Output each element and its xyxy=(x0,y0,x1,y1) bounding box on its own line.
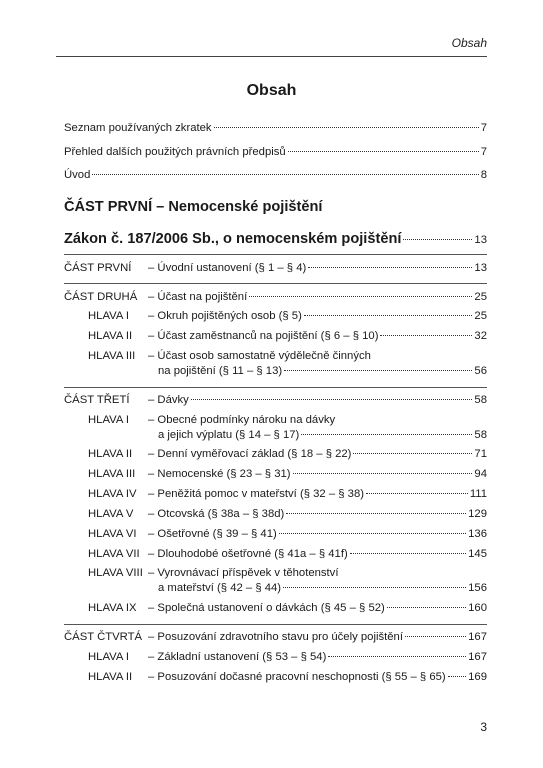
chapter-title: – Okruh pojištěných osob (§ 5) xyxy=(148,310,302,322)
dot-leader xyxy=(328,656,466,657)
chapter-page: 169 xyxy=(468,671,487,683)
toc-entry-label: Přehled dalších použitých právních předpisů xyxy=(64,146,286,158)
part-title: – Dávky xyxy=(148,394,189,406)
dot-leader xyxy=(304,315,473,316)
dot-leader xyxy=(448,676,466,677)
chapter-label: HLAVA III xyxy=(88,468,136,480)
part-page: 25 xyxy=(474,291,487,303)
toc-chapter-row[interactable] xyxy=(88,650,487,665)
toc-chapter-row[interactable] xyxy=(88,547,487,562)
chapter-title: – Denní vyměřovací základ (§ 18 – § 22) xyxy=(148,448,352,460)
toc-part-row[interactable] xyxy=(64,261,487,276)
toc-chapter-row[interactable] xyxy=(88,507,487,522)
chapter-page: 58 xyxy=(474,429,487,441)
dot-leader xyxy=(283,587,466,588)
law-entry[interactable] xyxy=(64,230,487,248)
chapter-page: 94 xyxy=(474,468,487,480)
toc-chapter-row[interactable] xyxy=(88,527,487,542)
toc-chapter-row[interactable] xyxy=(88,566,487,581)
chapter-title: – Vyrovnávací příspěvek v těhotenství xyxy=(148,567,339,579)
section-rule xyxy=(64,254,487,255)
chapter-title: – Obecné podmínky nároku na dávky xyxy=(148,414,336,426)
toc-chapter-row[interactable] xyxy=(88,467,487,482)
chapter-page: 136 xyxy=(468,528,487,540)
part-label: ČÁST ČTVRTÁ xyxy=(64,631,143,643)
dot-leader xyxy=(191,399,473,400)
dot-leader xyxy=(293,473,473,474)
part-page: 167 xyxy=(468,631,487,643)
toc-chapter-row[interactable] xyxy=(88,670,487,685)
page-number: 3 xyxy=(480,720,487,734)
section-rule xyxy=(64,387,487,388)
law-page: 13 xyxy=(474,234,487,246)
toc-chapter-row[interactable] xyxy=(88,601,487,616)
dot-leader xyxy=(249,296,472,297)
law-title: Zákon č. 187/2006 Sb., o nemocenském pojištění xyxy=(64,231,402,247)
chapter-label: HLAVA V xyxy=(88,508,134,520)
chapter-title-continuation: a mateřství (§ 42 – § 44) xyxy=(158,582,282,594)
chapter-page: 32 xyxy=(474,330,487,342)
part-label: ČÁST TŘETÍ xyxy=(64,394,130,406)
header-rule xyxy=(56,56,487,57)
dot-leader xyxy=(403,239,472,240)
chapter-label: HLAVA VII xyxy=(88,548,140,560)
part-page: 13 xyxy=(474,262,487,274)
chapter-title-continuation: a jejich výplatu (§ 14 – § 17) xyxy=(158,429,300,441)
toc-chapter-continuation[interactable] xyxy=(158,581,487,596)
chapter-title: – Peněžitá pomoc v mateřství (§ 32 – § 38) xyxy=(148,488,365,500)
dot-leader xyxy=(284,370,472,371)
dot-leader xyxy=(366,493,468,494)
chapter-page: 129 xyxy=(468,508,487,520)
chapter-label: HLAVA VI xyxy=(88,528,137,540)
toc-entry-page: 7 xyxy=(480,122,487,134)
chapter-label: HLAVA IV xyxy=(88,488,137,500)
chapter-page: 71 xyxy=(474,448,487,460)
toc-chapter-row[interactable] xyxy=(88,413,487,428)
toc-part-row[interactable] xyxy=(64,290,487,305)
toc-chapter-row[interactable] xyxy=(88,447,487,462)
toc-entry-page: 7 xyxy=(480,146,487,158)
chapter-label: HLAVA VIII xyxy=(88,567,143,579)
page-title: Obsah xyxy=(246,82,297,99)
chapter-page: 160 xyxy=(468,602,487,614)
chapter-page: 145 xyxy=(468,548,487,560)
dot-leader xyxy=(288,151,479,152)
part-title: – Úvodní ustanovení (§ 1 – § 4) xyxy=(148,262,307,274)
section-rule xyxy=(64,624,487,625)
chapter-title: – Nemocenské (§ 23 – § 31) xyxy=(148,468,291,480)
toc-entry[interactable] xyxy=(64,145,487,160)
toc-chapter-continuation[interactable] xyxy=(158,428,487,443)
section-rule xyxy=(64,283,487,284)
chapter-title: – Účast zaměstnanců na pojištění (§ 6 – § 10) xyxy=(148,330,379,342)
toc-part-row[interactable] xyxy=(64,630,487,645)
part-label: ČÁST PRVNÍ xyxy=(64,262,132,274)
dot-leader xyxy=(308,267,472,268)
chapter-title-continuation: na pojištění (§ 11 – § 13) xyxy=(158,365,283,377)
chapter-label: HLAVA IX xyxy=(88,602,137,614)
toc-chapter-row[interactable] xyxy=(88,309,487,324)
dot-leader xyxy=(301,434,472,435)
chapter-label: HLAVA I xyxy=(88,651,130,663)
toc-entry-label: Úvod xyxy=(64,169,91,181)
toc-entry[interactable] xyxy=(64,121,487,136)
dot-leader xyxy=(214,127,479,128)
part-title: – Posuzování zdravotního stavu pro účely pojištění xyxy=(148,631,403,643)
dot-leader xyxy=(387,607,466,608)
chapter-label: HLAVA II xyxy=(88,448,133,460)
chapter-page: 156 xyxy=(468,582,487,594)
dot-leader xyxy=(405,636,466,637)
chapter-label: HLAVA I xyxy=(88,310,130,322)
chapter-title: – Ošetřovné (§ 39 – § 41) xyxy=(148,528,277,540)
dot-leader xyxy=(380,335,472,336)
chapter-label: HLAVA I xyxy=(88,414,130,426)
part-heading xyxy=(64,198,487,216)
chapter-label: HLAVA II xyxy=(88,330,133,342)
toc-entry[interactable] xyxy=(64,168,487,183)
toc-chapter-row[interactable] xyxy=(88,349,487,364)
dot-leader xyxy=(353,453,472,454)
toc-chapter-row[interactable] xyxy=(88,329,487,344)
chapter-page: 56 xyxy=(474,365,487,377)
chapter-title: – Dlouhodobé ošetřovné (§ 41a – § 41f) xyxy=(148,548,348,560)
part-label: ČÁST DRUHÁ xyxy=(64,291,138,303)
toc-part-row[interactable] xyxy=(64,393,487,408)
toc-chapter-continuation[interactable] xyxy=(158,364,487,379)
chapter-page: 111 xyxy=(469,488,487,500)
part-page: 58 xyxy=(474,394,487,406)
toc-entry-label: Seznam používaných zkratek xyxy=(64,122,212,134)
toc-entry-page: 8 xyxy=(480,169,487,181)
dot-leader xyxy=(92,174,478,175)
dot-leader xyxy=(286,513,466,514)
chapter-page: 25 xyxy=(474,310,487,322)
dot-leader xyxy=(350,553,466,554)
chapter-label: HLAVA III xyxy=(88,350,136,362)
chapter-title: – Společná ustanovení o dávkách (§ 45 – § 52) xyxy=(148,602,385,614)
chapter-title: – Základní ustanovení (§ 53 – § 54) xyxy=(148,651,327,663)
part-heading-text: ČÁST PRVNÍ – Nemocenské pojištění xyxy=(64,199,323,215)
chapter-page: 167 xyxy=(468,651,487,663)
dot-leader xyxy=(279,533,466,534)
running-head: Obsah xyxy=(451,36,487,50)
toc-chapter-row[interactable] xyxy=(88,487,487,502)
part-title: – Účast na pojištění xyxy=(148,291,248,303)
chapter-title: – Účast osob samostatně výdělečně činných xyxy=(148,350,371,362)
chapter-title: – Otcovská (§ 38a – § 38d) xyxy=(148,508,285,520)
chapter-label: HLAVA II xyxy=(88,671,133,683)
chapter-title: – Posuzování dočasné pracovní neschopnosti (§ 55 – § 65) xyxy=(148,671,446,683)
